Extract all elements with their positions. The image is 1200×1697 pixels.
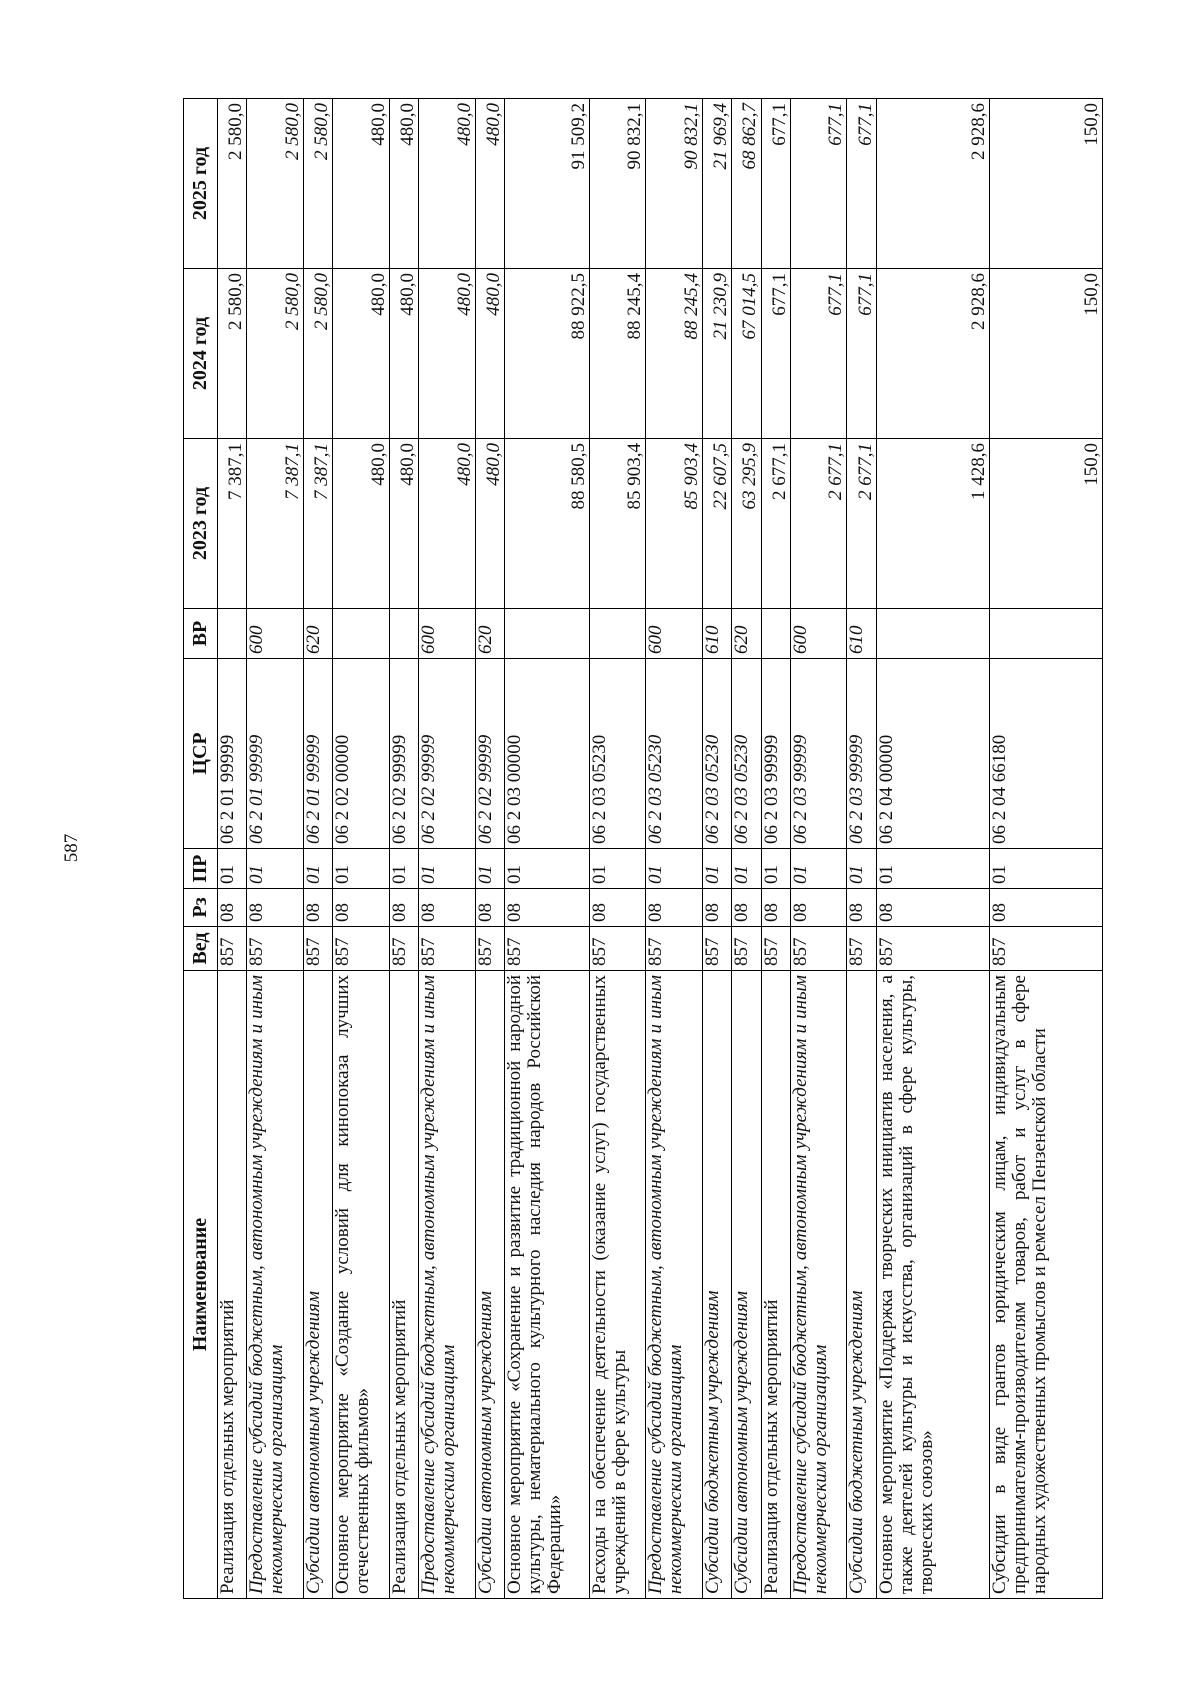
row-rz-cell: 08 <box>303 889 332 927</box>
row-2023-cell: 63 295,9 <box>732 439 761 609</box>
row-rz-cell: 08 <box>333 889 390 927</box>
row-name-cell: Основное мероприятие «Поддержка творческих инициатив населения, а также деятелей культуры и искусства, организаций в сфере культуры, творческих союзов» <box>876 971 989 1599</box>
row-vr-cell <box>876 609 989 659</box>
row-rz-cell: 08 <box>847 889 876 927</box>
row-csr-cell: 06 2 03 99999 <box>790 659 847 849</box>
row-vr-cell <box>504 609 589 659</box>
row-ved-cell: 857 <box>218 927 247 971</box>
row-name-cell: Субсидии автономным учреждениям <box>303 971 332 1599</box>
row-2023-cell: 480,0 <box>475 439 504 609</box>
row-2024-cell: 677,1 <box>761 269 790 439</box>
row-pr-cell: 01 <box>218 849 247 889</box>
row-name-cell: Реализация отдельных мероприятий <box>218 971 247 1599</box>
row-ved-cell: 857 <box>761 927 790 971</box>
row-name-cell: Основное мероприятие «Создание условий для кинопоказа лучших отечественных фильмов» <box>333 971 390 1599</box>
row-name-cell: Расходы на обеспечение деятельности (оказание услуг) государственных учреждений в сфере культуры <box>589 971 646 1599</box>
row-2023-cell: 85 903,4 <box>589 439 646 609</box>
row-csr-cell: 06 2 02 99999 <box>389 659 418 849</box>
row-ved-cell: 857 <box>790 927 847 971</box>
row-2024-cell: 67 014,5 <box>732 269 761 439</box>
row-2025-cell: 480,0 <box>475 99 504 269</box>
table-row <box>303 99 332 1599</box>
row-csr-cell: 06 2 04 00000 <box>876 659 989 849</box>
row-pr-cell: 01 <box>303 849 332 889</box>
row-vr-cell: 600 <box>247 609 304 659</box>
row-ved-cell: 857 <box>589 927 646 971</box>
row-pr-cell: 01 <box>504 849 589 889</box>
table-row <box>389 99 418 1599</box>
row-2025-cell: 2 580,0 <box>303 99 332 269</box>
row-pr-cell: 01 <box>790 849 847 889</box>
row-vr-cell: 600 <box>646 609 703 659</box>
row-2024-cell: 480,0 <box>475 269 504 439</box>
table-row <box>876 99 989 1599</box>
header-rz: Рз <box>184 889 218 927</box>
row-2024-cell: 677,1 <box>847 269 876 439</box>
row-ved-cell: 857 <box>333 927 390 971</box>
row-2025-cell: 677,1 <box>847 99 876 269</box>
budget-table <box>183 98 1103 1599</box>
row-pr-cell: 01 <box>761 849 790 889</box>
table-row <box>761 99 790 1599</box>
table-header-row <box>184 99 218 1599</box>
row-2025-cell: 90 832,1 <box>589 99 646 269</box>
row-ved-cell: 857 <box>389 927 418 971</box>
row-2024-cell: 480,0 <box>419 269 476 439</box>
row-2024-cell: 21 230,9 <box>702 269 731 439</box>
row-2024-cell: 2 580,0 <box>303 269 332 439</box>
row-name-cell: Предоставление субсидий бюджетным, автономным учреждениям и иным некоммерческим организациям <box>419 971 476 1599</box>
row-vr-cell: 610 <box>847 609 876 659</box>
row-csr-cell: 06 2 01 99999 <box>247 659 304 849</box>
row-ved-cell: 857 <box>702 927 731 971</box>
row-2023-cell: 7 387,1 <box>218 439 247 609</box>
header-ved: Вед <box>184 927 218 971</box>
row-pr-cell: 01 <box>876 849 989 889</box>
row-pr-cell: 01 <box>989 849 1102 889</box>
row-rz-cell: 08 <box>218 889 247 927</box>
row-name-cell: Субсидии автономным учреждениям <box>475 971 504 1599</box>
row-rz-cell: 08 <box>761 889 790 927</box>
row-ved-cell: 857 <box>419 927 476 971</box>
row-ved-cell: 857 <box>475 927 504 971</box>
row-vr-cell <box>589 609 646 659</box>
header-2024: 2024 год <box>184 269 218 439</box>
row-2025-cell: 480,0 <box>333 99 390 269</box>
page-number: 587 <box>61 833 82 863</box>
row-pr-cell: 01 <box>589 849 646 889</box>
row-2023-cell: 150,0 <box>989 439 1102 609</box>
row-name-cell: Реализация отдельных мероприятий <box>761 971 790 1599</box>
header-pr: ПР <box>184 849 218 889</box>
row-pr-cell: 01 <box>732 849 761 889</box>
table-body <box>218 99 1103 1599</box>
row-csr-cell: 06 2 03 99999 <box>761 659 790 849</box>
header-2025: 2025 год <box>184 99 218 269</box>
row-rz-cell: 08 <box>589 889 646 927</box>
row-name-cell: Реализация отдельных мероприятий <box>389 971 418 1599</box>
row-rz-cell: 08 <box>247 889 304 927</box>
row-2025-cell: 2 928,6 <box>876 99 989 269</box>
row-name-cell: Предоставление субсидий бюджетным, автономным учреждениям и иным некоммерческим организациям <box>646 971 703 1599</box>
row-2025-cell: 68 862,7 <box>732 99 761 269</box>
row-2023-cell: 7 387,1 <box>303 439 332 609</box>
table-row <box>989 99 1102 1599</box>
table-row <box>847 99 876 1599</box>
row-2024-cell: 88 245,4 <box>589 269 646 439</box>
row-2023-cell: 2 677,1 <box>761 439 790 609</box>
row-name-cell: Предоставление субсидий бюджетным, автономным учреждениям и иным некоммерческим организациям <box>247 971 304 1599</box>
row-pr-cell: 01 <box>475 849 504 889</box>
row-2025-cell: 90 832,1 <box>646 99 703 269</box>
row-csr-cell: 06 2 04 66180 <box>989 659 1102 849</box>
row-pr-cell: 01 <box>847 849 876 889</box>
table-row <box>475 99 504 1599</box>
row-rz-cell: 08 <box>504 889 589 927</box>
table-row <box>702 99 731 1599</box>
row-csr-cell: 06 2 01 99999 <box>218 659 247 849</box>
row-ved-cell: 857 <box>732 927 761 971</box>
row-2024-cell: 2 580,0 <box>218 269 247 439</box>
row-2025-cell: 150,0 <box>989 99 1102 269</box>
row-2024-cell: 88 245,4 <box>646 269 703 439</box>
header-name: Наименование <box>184 971 218 1599</box>
row-pr-cell: 01 <box>247 849 304 889</box>
row-csr-cell: 06 2 03 05230 <box>702 659 731 849</box>
row-vr-cell: 620 <box>732 609 761 659</box>
row-ved-cell: 857 <box>847 927 876 971</box>
row-rz-cell: 08 <box>419 889 476 927</box>
row-2023-cell: 2 677,1 <box>790 439 847 609</box>
row-ved-cell: 857 <box>303 927 332 971</box>
row-2024-cell: 480,0 <box>333 269 390 439</box>
table-row <box>247 99 304 1599</box>
row-vr-cell: 620 <box>475 609 504 659</box>
row-name-cell: Субсидии бюджетным учреждениям <box>702 971 731 1599</box>
row-2024-cell: 88 922,5 <box>504 269 589 439</box>
table-row <box>646 99 703 1599</box>
row-csr-cell: 06 2 01 99999 <box>303 659 332 849</box>
row-rz-cell: 08 <box>702 889 731 927</box>
row-pr-cell: 01 <box>702 849 731 889</box>
header-2023: 2023 год <box>184 439 218 609</box>
row-2024-cell: 2 928,6 <box>876 269 989 439</box>
row-name-cell: Субсидии в виде грантов юридическим лицам, индивидуальным предпринимателям-производителям товаров, работ и услуг в сфере народных художественных промыслов и ремесел Пензенской области <box>989 971 1102 1599</box>
row-2025-cell: 480,0 <box>389 99 418 269</box>
row-pr-cell: 01 <box>389 849 418 889</box>
row-rz-cell: 08 <box>790 889 847 927</box>
table-row <box>790 99 847 1599</box>
row-rz-cell: 08 <box>876 889 989 927</box>
row-2025-cell: 2 580,0 <box>218 99 247 269</box>
row-name-cell: Субсидии бюджетным учреждениям <box>847 971 876 1599</box>
row-vr-cell <box>333 609 390 659</box>
row-csr-cell: 06 2 03 05230 <box>589 659 646 849</box>
row-vr-cell: 600 <box>790 609 847 659</box>
row-csr-cell: 06 2 03 99999 <box>847 659 876 849</box>
row-ved-cell: 857 <box>247 927 304 971</box>
row-vr-cell <box>389 609 418 659</box>
row-csr-cell: 06 2 02 99999 <box>419 659 476 849</box>
row-2023-cell: 88 580,5 <box>504 439 589 609</box>
row-csr-cell: 06 2 02 99999 <box>475 659 504 849</box>
row-vr-cell <box>989 609 1102 659</box>
row-rz-cell: 08 <box>389 889 418 927</box>
header-vr: ВР <box>184 609 218 659</box>
table-row <box>333 99 390 1599</box>
row-2025-cell: 91 509,2 <box>504 99 589 269</box>
row-2023-cell: 480,0 <box>419 439 476 609</box>
row-2024-cell: 677,1 <box>790 269 847 439</box>
row-rz-cell: 08 <box>646 889 703 927</box>
row-2023-cell: 22 607,5 <box>702 439 731 609</box>
budget-table-container <box>183 99 1103 1599</box>
row-vr-cell <box>761 609 790 659</box>
row-2023-cell: 7 387,1 <box>247 439 304 609</box>
row-pr-cell: 01 <box>333 849 390 889</box>
header-csr: ЦСР <box>184 659 218 849</box>
row-2023-cell: 480,0 <box>389 439 418 609</box>
row-vr-cell: 600 <box>419 609 476 659</box>
row-2025-cell: 2 580,0 <box>247 99 304 269</box>
row-2024-cell: 480,0 <box>389 269 418 439</box>
row-ved-cell: 857 <box>646 927 703 971</box>
row-2024-cell: 150,0 <box>989 269 1102 439</box>
row-pr-cell: 01 <box>419 849 476 889</box>
row-name-cell: Основное мероприятие «Сохранение и развитие традиционной народной культуры, нематериального культурного наследия народов Российской Федерации» <box>504 971 589 1599</box>
row-name-cell: Субсидии автономным учреждениям <box>732 971 761 1599</box>
row-vr-cell: 620 <box>303 609 332 659</box>
table-row <box>589 99 646 1599</box>
table-row <box>218 99 247 1599</box>
row-2023-cell: 1 428,6 <box>876 439 989 609</box>
row-ved-cell: 857 <box>989 927 1102 971</box>
row-2023-cell: 85 903,4 <box>646 439 703 609</box>
row-2023-cell: 480,0 <box>333 439 390 609</box>
row-2025-cell: 677,1 <box>761 99 790 269</box>
table-row <box>504 99 589 1599</box>
row-csr-cell: 06 2 03 05230 <box>732 659 761 849</box>
row-csr-cell: 06 2 03 05230 <box>646 659 703 849</box>
row-rz-cell: 08 <box>732 889 761 927</box>
row-pr-cell: 01 <box>646 849 703 889</box>
row-rz-cell: 08 <box>475 889 504 927</box>
row-vr-cell <box>218 609 247 659</box>
table-row <box>732 99 761 1599</box>
row-ved-cell: 857 <box>876 927 989 971</box>
row-2023-cell: 2 677,1 <box>847 439 876 609</box>
row-rz-cell: 08 <box>989 889 1102 927</box>
row-2025-cell: 480,0 <box>419 99 476 269</box>
row-2025-cell: 677,1 <box>790 99 847 269</box>
row-csr-cell: 06 2 02 00000 <box>333 659 390 849</box>
row-2024-cell: 2 580,0 <box>247 269 304 439</box>
row-vr-cell: 610 <box>702 609 731 659</box>
row-2025-cell: 21 969,4 <box>702 99 731 269</box>
row-csr-cell: 06 2 03 00000 <box>504 659 589 849</box>
table-row <box>419 99 476 1599</box>
row-ved-cell: 857 <box>504 927 589 971</box>
row-name-cell: Предоставление субсидий бюджетным, автономным учреждениям и иным некоммерческим организациям <box>790 971 847 1599</box>
